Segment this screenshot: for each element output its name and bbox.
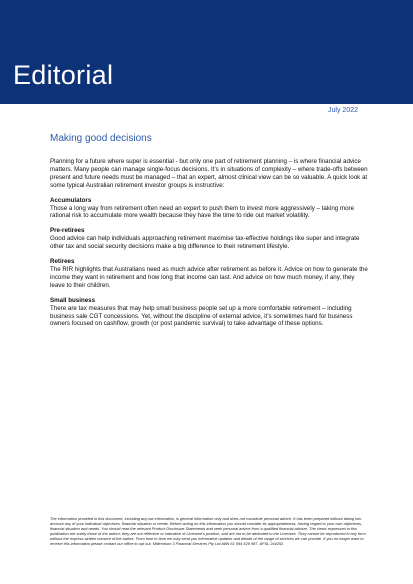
article-title: Making good decisions (50, 133, 152, 144)
section-body: Those a long way from retirement often need an expert to push them to invest more aggressively – taking more rational risk to accumulate more wealth because they have the time to ride out market volatility. (50, 204, 355, 220)
section-body: There are tax measures that may help small business people set up a more comfortable retirement – including business sale CGT concessions. Yet, without the discipline of external advice, it’s sometimes hard for business owners focused on cashflow, growth (or post pandemic survival) to take advantage of these options. (50, 304, 353, 328)
section-body: The RIR highlights that Australians need as much advice after retirement as before it. Advice on how to generate the income they want in retirement and how long that income can last. And advice on how much money, if any, they leave to their children. (50, 265, 368, 289)
section-small-business (50, 297, 370, 329)
section-pre-retirees (50, 227, 370, 251)
section-accumulators (50, 197, 370, 221)
section-title: Retirees (50, 258, 75, 266)
section-title: Accumulators (50, 196, 92, 204)
banner-title: Editorial (13, 60, 114, 90)
header-banner (0, 0, 413, 104)
issue-date: July 2022 (328, 107, 358, 114)
disclaimer-text: The information provided in this document, including any tax information, is general information only and does not constitute personal advice. It has been prepared without taking into account any of your individual objectives, financial situation or needs. Before acting on this information you should consider its appropriateness, having regard to your own objectives, financial situation and needs. You should read the relevant Product Disclosure Statements and seek personal advice from a qualified financial adviser. The views expressed in this publication are solely those of the author; they are not reflective or indicative of Licensee’s position, and are not to be attributed to the Licensee. They cannot be reproduced in any form without the express written consent of the author. From time to time we may send you informative updates and details of the range of services we can provide. If you no longer want to receive this information please contact our office to opt out. Millennium 3 Financial Services Pty Ltd ABN 61 094 529 987. AFSL 244252. (50, 516, 366, 547)
intro-paragraph: Planning for a future where super is essential - but only one part of retirement planning – is where financial advice matters. Many people can manage single-focus decisions. It’s in situations of complexity – where trade-offs between present and future needs must be managed – that an expert, almost clinical view can be so valuable. A quick look at some typical Australian retirement investor groups is instructive: (50, 158, 368, 189)
section-title: Pre-retirees (50, 227, 85, 235)
article-body (50, 158, 370, 335)
section-retirees (50, 258, 370, 290)
section-body: Good advice can help individuals approaching retirement maximise tax-effective holdings like super and integrate other tax and social security decisions make a big difference to their retirement lifestyle. (50, 235, 360, 251)
section-title: Small business (50, 296, 96, 304)
